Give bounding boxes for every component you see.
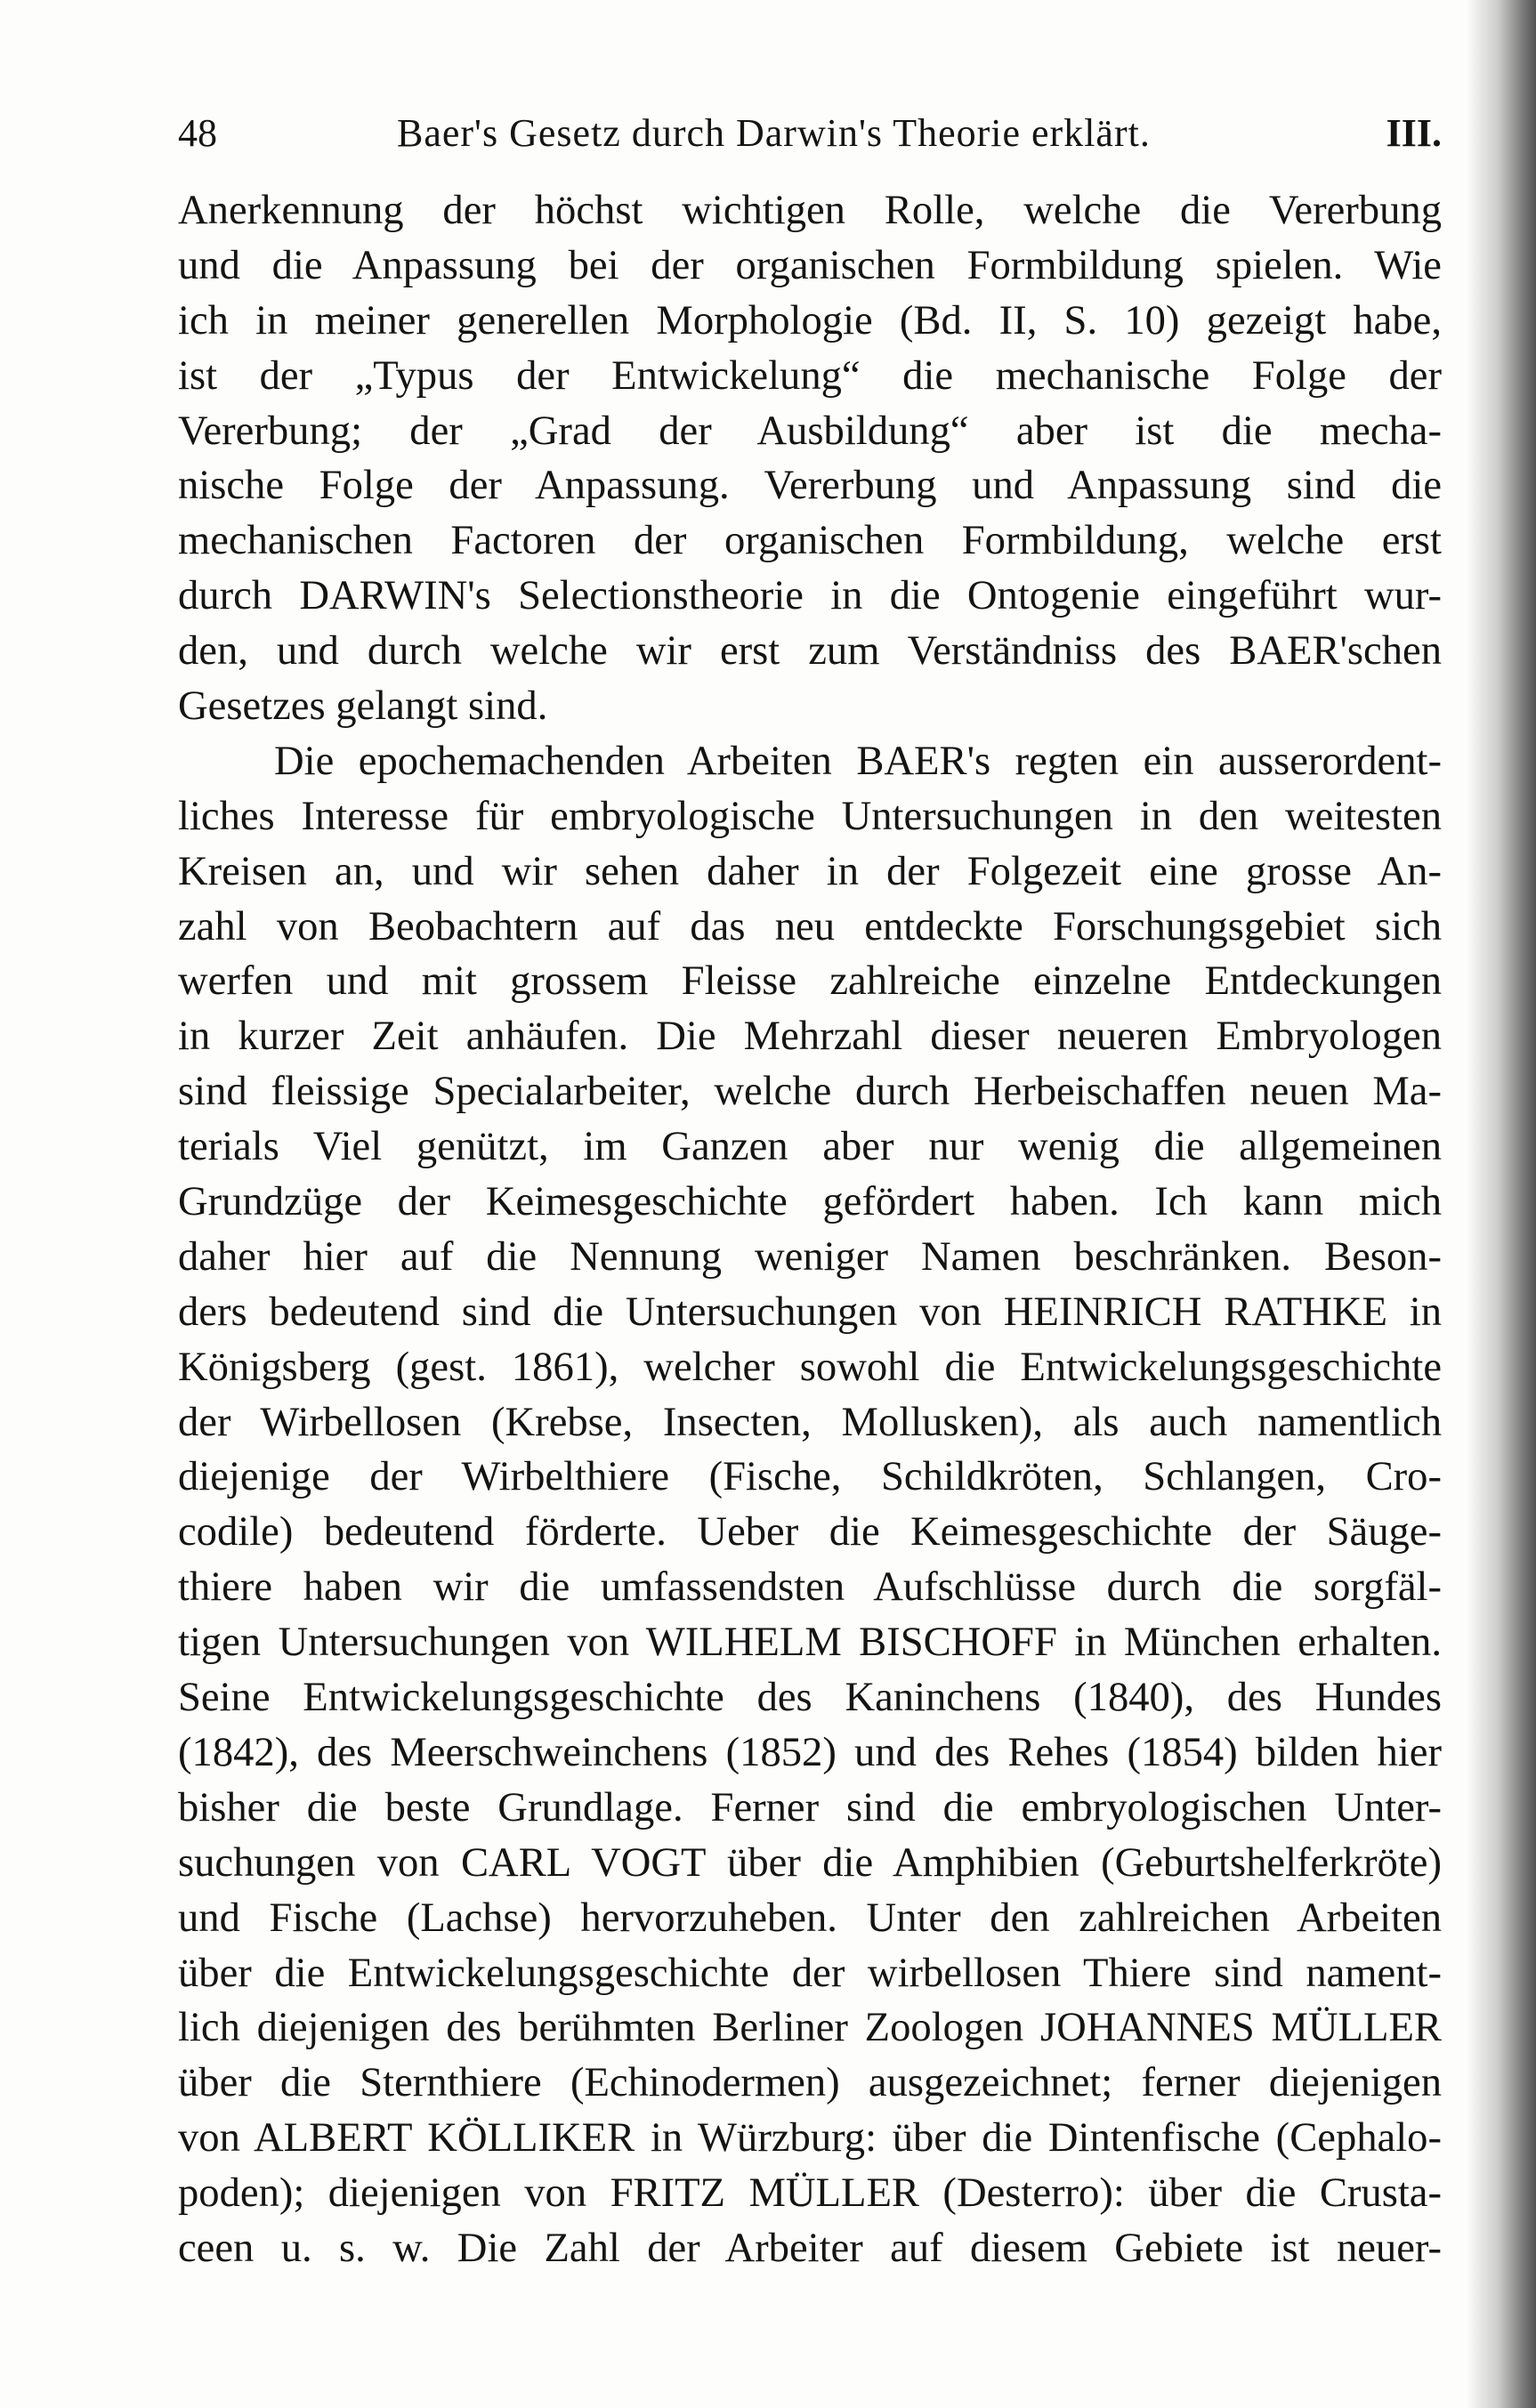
text-line: und Fische (Lachse) hervorzuheben. Unter den zahlreichen Arbeiten	[178, 1894, 1442, 1941]
text-line: poden); diejenigen von FRITZ MÜLLER (Desterro): über die Crusta-	[178, 2170, 1442, 2217]
text-line: von ALBERT KÖLLIKER in Würzburg: über die Dintenfische (Cephalo-	[178, 2114, 1442, 2162]
text-line: mechanischen Factoren der organischen Formbildung, welche erst	[178, 517, 1442, 564]
running-header	[178, 110, 1442, 173]
text-line: ist der „Typus der Entwickelung“ die mechanische Folge der	[178, 352, 1442, 399]
text-line: bisher die beste Grundlage. Ferner sind die embryologischen Unter-	[178, 1783, 1442, 1830]
text-line: diejenige der Wirbelthiere (Fische, Schildkröten, Schlangen, Cro-	[178, 1453, 1442, 1500]
text-line: zahl von Beobachtern auf das neu entdeckte Forschungsgebiet sich	[178, 902, 1442, 949]
text-line: ceen u. s. w. Die Zahl der Arbeiter auf diesem Gebiete ist neuer-	[178, 2224, 1442, 2271]
text-line: den, und durch welche wir erst zum Verständniss des BAER'schen	[178, 627, 1442, 675]
page-edge-shadow	[1467, 0, 1536, 2408]
text-line: Grundzüge der Keimesgeschichte gefördert haben. Ich kann mich	[178, 1178, 1442, 1225]
text-line: thiere haben wir die umfassendsten Aufschlüsse durch die sorgfäl-	[178, 1564, 1442, 1611]
text-line: liches Interesse für embryologische Untersuchungen in den weitesten	[178, 792, 1442, 839]
text-line: Die epochemachenden Arbeiten BAER's regten ein ausserordent-	[274, 737, 1442, 784]
text-line: Seine Entwickelungsgeschichte des Kaninchens (1840), des Hundes	[178, 1674, 1442, 1721]
text-line: Vererbung; der „Grad der Ausbildung“ aber ist die mecha-	[178, 407, 1442, 454]
page-number: 48	[178, 111, 217, 155]
text-line: durch DARWIN's Selectionstheorie in die Ontogenie eingeführt wur-	[178, 572, 1442, 619]
text-line: lich diejenigen des berühmten Berliner Zoologen JOHANNES MÜLLER	[178, 2004, 1442, 2051]
text-line: tigen Untersuchungen von WILHELM BISCHOFF in München erhalten.	[178, 1619, 1442, 1666]
chapter-number: III.	[1386, 111, 1442, 155]
text-line: der Wirbellosen (Krebse, Insecten, Mollusken), als auch namentlich	[178, 1398, 1442, 1445]
text-line: Anerkennung der höchst wichtigen Rolle, welche die Vererbung	[178, 187, 1442, 233]
text-line: terials Viel genützt, im Ganzen aber nur wenig die allgemeinen	[178, 1123, 1442, 1170]
text-line: werfen und mit grossem Fleisse zahlreiche einzelne Entdeckungen	[178, 958, 1442, 1005]
text-line: daher hier auf die Nennung weniger Namen beschränken. Beson-	[178, 1232, 1442, 1280]
text-line: (1842), des Meerschweinchens (1852) und des Rehes (1854) bilden hier	[178, 1728, 1442, 1775]
text-line: Kreisen an, und wir sehen daher in der Folgezeit eine grosse An-	[178, 847, 1442, 894]
text-line: ders bedeutend sind die Untersuchungen von HEINRICH RATHKE in	[178, 1288, 1442, 1335]
text-line: nische Folge der Anpassung. Vererbung und Anpassung sind die	[178, 462, 1442, 509]
text-line: codile) bedeutend förderte. Ueber die Keimesgeschichte der Säuge-	[178, 1508, 1442, 1556]
running-title: Baer's Gesetz durch Darwin's Theorie erklärt.	[397, 111, 1151, 155]
text-line: suchungen von CARL VOGT über die Amphibien (Geburtshelferkröte)	[178, 1838, 1442, 1886]
text-line: sind fleissige Specialarbeiter, welche durch Herbeischaffen neuen Ma-	[178, 1068, 1442, 1115]
text-line: Gesetzes gelangt sind.	[178, 683, 548, 730]
text-line: Königsberg (gest. 1861), welcher sowohl die Entwickelungsgeschichte	[178, 1343, 1442, 1390]
text-line: in kurzer Zeit anhäufen. Die Mehrzahl dieser neueren Embryologen	[178, 1013, 1442, 1060]
text-line: ich in meiner generellen Morphologie (Bd. II, S. 10) gezeigt habe,	[178, 296, 1442, 343]
text-line: über die Entwickelungsgeschichte der wirbellosen Thiere sind nament-	[178, 1949, 1442, 1996]
body-text	[178, 183, 1442, 2276]
text-line: und die Anpassung bei der organischen Formbildung spielen. Wie	[178, 241, 1442, 288]
text-line: über die Sternthiere (Echinodermen) ausgezeichnet; ferner diejenigen	[178, 2059, 1442, 2106]
